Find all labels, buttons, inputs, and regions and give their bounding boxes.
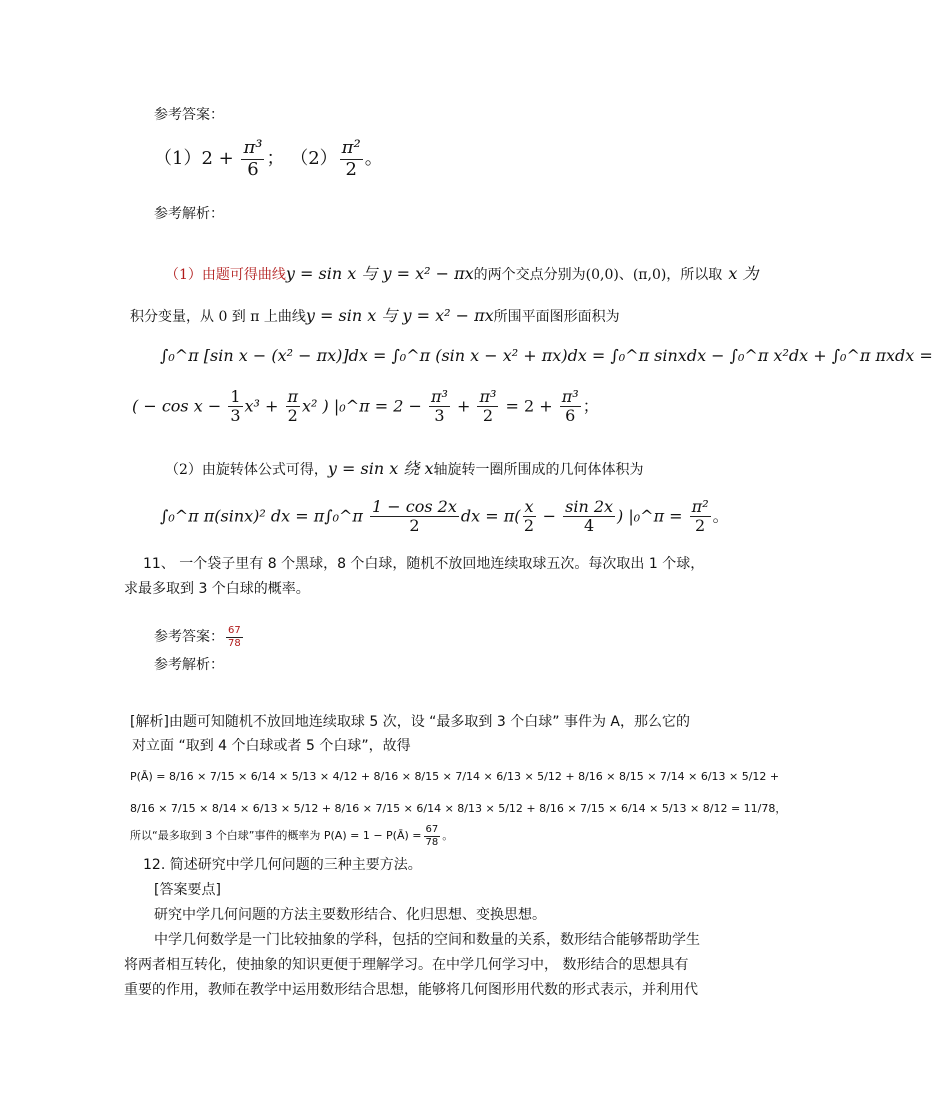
probability-calc-line-1 [130, 770, 779, 783]
eq-part: x³ + [244, 396, 284, 416]
eq-part: 。 [712, 506, 729, 526]
answer-part1-fraction [241, 138, 264, 180]
calc-label: P(Ā) = [130, 770, 166, 783]
analysis-formula: y = sin x 与 y = x² − πx [305, 306, 494, 325]
fraction-denominator: 2 [695, 516, 706, 536]
fraction-denominator: 2 [287, 406, 298, 426]
eq-part: − [537, 506, 562, 526]
fraction-numerator: π³ [561, 387, 579, 406]
answer-part2-fraction [340, 138, 363, 180]
answer-part2-label: （2） [290, 148, 338, 170]
fraction-numerator: π² [691, 497, 709, 516]
analysis-label-q11: 参考解析： [154, 657, 224, 673]
eq-fraction [370, 498, 459, 536]
analysis-text: 轴旋转一圈所围成的几何体体积为 [433, 462, 644, 478]
eq-part: ∫₀^π π(sinx)² dx = π∫₀^π [160, 506, 369, 526]
calc-expression: 8/16 × 7/15 × 6/14 × 5/13 × 4/12 + 8/16 × 8/15 × 7/14 × 6/13 × 5/12 + 8/16 × 8/15 × 7/14 × 6/13 × 5/12 + [168, 770, 780, 783]
fraction-numerator: 1 − cos 2x [372, 497, 457, 516]
fraction-denominator: 78 [228, 637, 241, 649]
analysis-line-3 [165, 456, 643, 479]
eq-part: ) |₀^π = [617, 506, 688, 526]
fraction-numerator: 67 [228, 625, 241, 636]
answer-separator: ； [266, 148, 285, 170]
probability-calc-line-2: 8/16 × 7/15 × 8/14 × 6/13 × 5/12 + 8/16 × 7/15 × 6/14 × 8/13 × 5/12 + 8/16 × 7/15 × 6/14 × 5/13 × 8/12 = 11/78， [130, 802, 787, 815]
fraction-denominator: 2 [523, 516, 535, 536]
eq-part: ； [582, 396, 599, 416]
analysis-formula: y = sin x 与 y = x² − πx [285, 264, 474, 283]
question-11-line-1: 11、 一个袋子里有 8 个黑球，8 个白球，随机不放回地连续取球五次。每次取出 1 个球， [143, 556, 705, 572]
answer-fraction-q11 [226, 625, 243, 649]
eq-fraction [477, 388, 498, 426]
eq-part: dx = π( [460, 506, 521, 526]
fraction-denominator: 78 [425, 836, 439, 848]
eq-part: + [451, 396, 476, 416]
answer-key-p1: 研究中学几何问题的方法主要数形结合、化归思想、变换思想。 [154, 907, 546, 923]
equation-volume [160, 498, 729, 536]
answer-key-p2-l2: 将两者相互转化，使抽象的知识更便于理解学习。在中学几何学习中， 数形结合的思想具有 [124, 957, 689, 973]
analysis-text: （1）由题可得曲线 [165, 267, 286, 283]
answer-formula-q10 [154, 138, 383, 180]
analysis-text: 的两个交点分别为(0,0)、(π,0)，所以取 [473, 267, 723, 283]
analysis-q11-line-2: 对立面 “取到 4 个白球或者 5 个白球”，故得 [132, 738, 411, 754]
eq-fraction [560, 388, 581, 426]
answer-key-p2-l1: 中学几何数学是一门比较抽象的学科，包括的空间和数量的关系，数形结合能够帮助学生 [154, 932, 700, 948]
eq-fraction [523, 498, 536, 536]
answer-part1-label: （1） [154, 148, 202, 170]
eq-fraction [429, 388, 450, 426]
fraction-numerator: π³ [243, 137, 263, 158]
analysis-text: 所围平面图形面积为 [493, 309, 620, 325]
fraction-numerator: π³ [479, 387, 497, 406]
question-12: 12. 简述研究中学几何问题的三种主要方法。 [143, 857, 422, 873]
fraction-numerator: sin 2x [565, 497, 614, 516]
eq-part: x² ) |₀^π = 2 − [302, 396, 427, 416]
fraction-denominator: 3 [434, 406, 445, 426]
answer-key-label: [答案要点] [154, 882, 221, 898]
fraction-denominator: 2 [409, 516, 420, 536]
analysis-text: （2）由旋转体公式可得， [165, 462, 328, 478]
eq-fraction [228, 388, 242, 426]
fraction-numerator: 1 [230, 387, 241, 406]
fraction-numerator: π³ [430, 387, 448, 406]
answer-label-text: 参考答案： [154, 629, 224, 645]
fraction-numerator: 67 [425, 824, 439, 835]
eq-part: = 2 + [500, 396, 558, 416]
calc-fraction [424, 824, 441, 848]
fraction-numerator: π [287, 387, 299, 406]
analysis-formula: y = sin x 绕 x [327, 459, 434, 478]
analysis-label-q10: 参考解析： [154, 206, 224, 222]
fraction-denominator: 2 [345, 158, 357, 180]
answer-end: 。 [364, 148, 383, 170]
fraction-denominator: 6 [565, 406, 576, 426]
answer-part1-term: 2 + [201, 148, 240, 170]
answer-key-p2-l3: 重要的作用，教师在教学中运用数形结合思想，能够将几何图形用代数的形式表示，并利用代 [124, 982, 698, 998]
analysis-line-1 [165, 261, 758, 284]
answer-label-q10: 参考答案： [154, 107, 224, 123]
question-11-line-2: 求最多取到 3 个白球的概率。 [124, 581, 310, 597]
fraction-denominator: 2 [482, 406, 494, 426]
equation-area-result [132, 388, 599, 426]
calc-end: 。 [442, 829, 454, 842]
calc-conclusion: 所以“最多取到 3 个白球”事件的概率为 P(A) = 1 − P(Ā) = [130, 829, 422, 842]
fraction-numerator: x [524, 497, 534, 516]
eq-part: ( − cos x − [132, 396, 227, 416]
analysis-text: 积分变量，从 0 到 π 上曲线 [130, 309, 306, 325]
analysis-q11-line-1: [解析]由题可知随机不放回地连续取球 5 次，设 “最多取到 3 个白球” 事件为 A，那么它的 [130, 714, 690, 730]
fraction-numerator: π² [341, 137, 361, 158]
eq-fraction [690, 498, 711, 536]
equation-integral-area: ∫₀^π [sin x − (x² − πx)]dx = ∫₀^π (sin x − x² + πx)dx = ∫₀^π sinxdx − ∫₀^π x²dx + ∫₀^π πxdx = [160, 346, 933, 365]
eq-fraction [286, 388, 301, 426]
probability-calc-line-3 [130, 824, 453, 848]
analysis-line-2 [130, 303, 620, 326]
analysis-formula: x 为 [728, 264, 759, 283]
fraction-denominator: 6 [247, 158, 259, 180]
answer-label-q11 [154, 625, 245, 649]
fraction-denominator: 3 [230, 406, 241, 426]
eq-fraction [563, 498, 615, 536]
fraction-denominator: 4 [583, 516, 595, 536]
